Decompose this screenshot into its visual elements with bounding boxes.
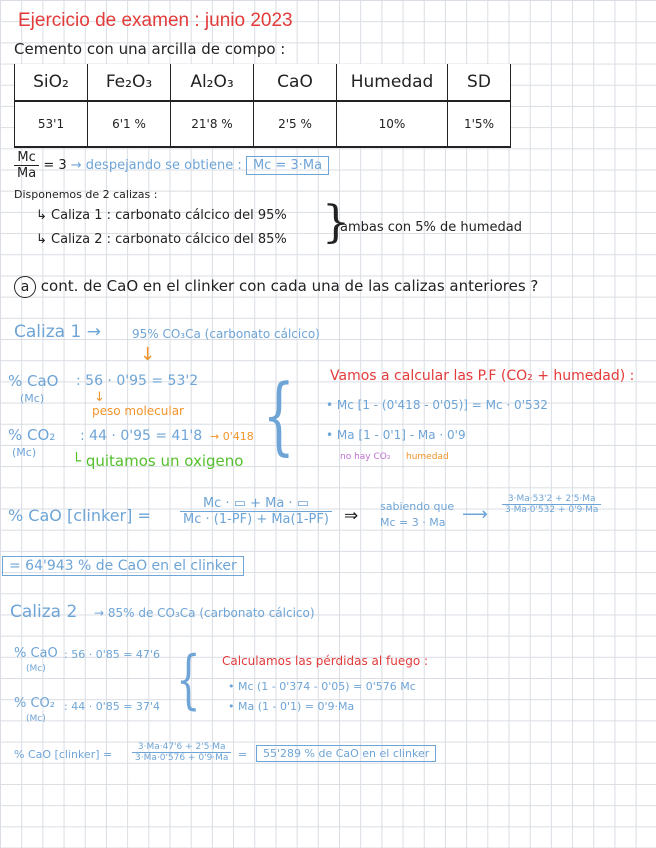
c1-co2-label: % CO₂ [8,426,56,444]
page-title: Ejercicio de examen : junio 2023 [18,10,293,31]
c1-result-box: = 64'943 % de CaO en el clinker [2,556,244,576]
c2-cao-calc: : 56 · 0'85 = 47'6 [64,648,160,661]
table-header: Humedad [337,64,448,101]
dispose-text: Disponemos de 2 calizas : [14,188,158,201]
caliza-1-note: 95% CO₃Ca (carbonato cálcico) [132,327,320,341]
question-letter: a [14,276,36,298]
peso-molecular-note: peso molecular [92,404,184,418]
quitamos-note [72,452,243,470]
table-cell: 6'1 % [88,101,171,147]
c2-denominator: 3·Ma·0'576 + 0'9·Ma [135,753,229,763]
c2-pf1: • Mc (1 - 0'374 - 0'05) = 0'576 Mc [228,680,416,693]
c2-equals: = [238,748,248,761]
c1-pf2-note-co2: no hay CO₂ [340,452,391,462]
ratio-equals: = 3 [43,158,67,173]
ratio-denominator: Ma [17,166,37,181]
caliza-1-line: ↳ Caliza 1 : carbonato cálcico del 95% [36,208,287,223]
c1-cao-label: % CaO [8,372,59,390]
c2-pf-title: Calculamos las pérdidas al fuego : [222,654,429,668]
c1-final-numerator: 3·Ma·53'2 + 2'5·Ma [502,494,601,505]
c2-numerator: 3·Ma·47'6 + 2'5·Ma [132,742,231,753]
c2-pf2: • Ma (1 - 0'1) = 0'9·Ma [228,700,355,713]
sabiendo-line-1: sabiendo que [380,500,455,513]
table-cell: 21'8 % [171,101,254,147]
ratio-line [14,150,329,181]
c2-cao-label: % CaO [14,646,58,661]
peso-arrow-icon: ↓ [94,390,105,405]
c2-co2-sub: (Mc) [26,714,46,724]
c1-brace: { [262,366,295,464]
c1-co2-sub: (Mc) [12,446,37,459]
caliza-1-heading [14,322,101,342]
caliza-1-title: Caliza 1 [14,322,82,342]
c2-brace: { [176,643,201,717]
c1-pf1: • Mc [1 - (0'418 - 0'05)] = Mc · 0'532 [326,398,548,412]
table-header: Al₂O₃ [171,64,254,101]
table-cell: 53'1 [15,101,88,147]
ratio-result-box: Mc = 3·Ma [246,156,329,175]
c2-co2-label: % CO₂ [14,696,56,711]
c2-clinker-label: % CaO [clinker] = [14,748,113,761]
table-cell: 2'5 % [254,101,337,147]
quitamos-text: quitamos un oxigeno [85,452,244,470]
sabiendo-line-2: Mc = 3 · Ma [380,516,446,529]
long-arrow-icon: ⟶ [462,504,488,525]
composition-table [14,64,511,148]
table-cell: 1'5% [448,101,511,147]
table-cell: 10% [337,101,448,147]
c2-cao-sub: (Mc) [26,664,46,674]
table-header: SiO₂ [15,64,88,101]
down-arrow-icon: ↓ [140,344,156,365]
question-line [14,276,538,298]
intro-text: Cemento con una arcilla de compo : [14,40,286,58]
c2-co2-calc: : 44 · 0'85 = 37'4 [64,700,160,713]
c1-pf2: • Ma [1 - 0'1] - Ma · 0'9 [326,428,466,442]
c2-fraction [132,742,231,763]
c1-clinker-numerator: Mc · ▭ + Ma · ▭ [180,496,332,512]
ratio-fraction [14,150,39,181]
caliza-2-title: Caliza 2 [10,602,78,622]
c1-final-denominator: 3·Ma·0'532 + 0'9·Ma [505,505,599,515]
c1-co2-extra: → 0'418 [210,430,254,443]
table-header-row [15,64,511,101]
c1-clinker-denominator: Mc · (1-PF) + Ma(1-PF) [183,512,329,527]
corner-arrow-icon: └ [72,452,82,470]
c1-co2-calc: : 44 · 0'95 = 41'8 [80,428,203,444]
implies-icon: ⇒ [344,506,359,526]
c1-clinker-fraction [180,496,332,527]
c1-cao-sub: (Mc) [20,392,45,405]
table-header: CaO [254,64,337,101]
c1-pf-title: Vamos a calcular las P.F (CO₂ + humedad) : [330,368,635,384]
ratio-arrow-text: → despejando se obtiene : [70,158,242,173]
ratio-numerator: Mc [14,150,39,166]
caliza-2-line: ↳ Caliza 2 : carbonato cálcico del 85% [36,232,287,247]
table-row [15,101,511,147]
table-header: SD [448,64,511,101]
question-text: cont. de CaO en el clinker con cada una de las calizas anteriores ? [40,277,539,295]
c1-clinker-label: % CaO [clinker] = [8,506,151,525]
caliza-2-note: → 85% de CO₃Ca (carbonato cálcico) [94,606,315,620]
c1-pf2-note-humidity: humedad [406,452,449,462]
calizas-brace: } [322,197,350,248]
table-header: Fe₂O₃ [88,64,171,101]
c1-final-fraction [502,494,601,515]
humidity-note: ambas con 5% de humedad [340,220,522,235]
c2-result-box: 55'289 % de CaO en el clinker [256,745,436,762]
arrow-icon: → [86,322,101,342]
c1-cao-calc: : 56 · 0'95 = 53'2 [76,373,199,389]
